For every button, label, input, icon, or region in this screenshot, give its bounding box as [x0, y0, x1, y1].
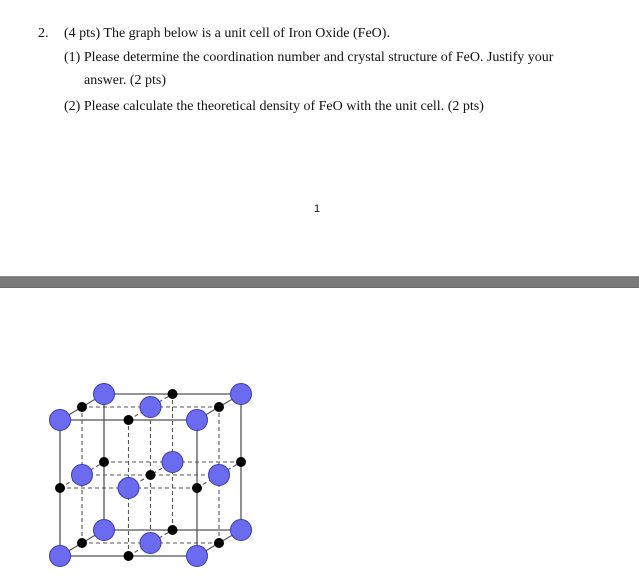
question-number: 2. — [38, 26, 49, 41]
question-part-1-continued: answer. (2 pts) — [84, 73, 167, 88]
oxygen-atom — [55, 483, 65, 493]
iron-atom — [118, 478, 139, 499]
iron-atom — [50, 410, 71, 431]
iron-atom — [162, 452, 183, 473]
iron-atom — [140, 397, 161, 418]
iron-atom — [187, 410, 208, 431]
document-page-1 — [0, 0, 639, 276]
oxygen-atom — [124, 415, 134, 425]
oxygen-atom — [77, 538, 87, 548]
question-part-2: (2) Please calculate the theoretical density of FeO with the unit cell. (2 pts) — [64, 99, 484, 114]
question-part-1: (1) Please determine the coordination number and crystal structure of FeO. Justify your — [64, 50, 554, 65]
oxygen-atom — [124, 551, 134, 561]
oxygen-atom — [236, 457, 246, 467]
oxygen-atom — [214, 402, 224, 412]
oxygen-atom — [192, 483, 202, 493]
oxygen-atom — [146, 470, 156, 480]
iron-atom — [187, 546, 208, 567]
iron-atom — [50, 546, 71, 567]
iron-atom — [140, 533, 161, 554]
iron-atom — [94, 384, 115, 405]
page-number: 1 — [314, 203, 321, 215]
unit-cell-atoms — [50, 384, 252, 567]
iron-atom — [72, 465, 93, 486]
oxygen-atom — [77, 402, 87, 412]
oxygen-atom — [168, 525, 178, 535]
page-divider — [0, 276, 639, 288]
iron-atom — [209, 465, 230, 486]
question-stem: (4 pts) The graph below is a unit cell of Iron Oxide (FeO). — [64, 26, 390, 41]
oxygen-atom — [214, 538, 224, 548]
iron-atom — [94, 520, 115, 541]
feo-unit-cell-figure — [40, 368, 260, 580]
iron-atom — [231, 384, 252, 405]
iron-atom — [231, 520, 252, 541]
oxygen-atom — [99, 457, 109, 467]
oxygen-atom — [168, 389, 178, 399]
